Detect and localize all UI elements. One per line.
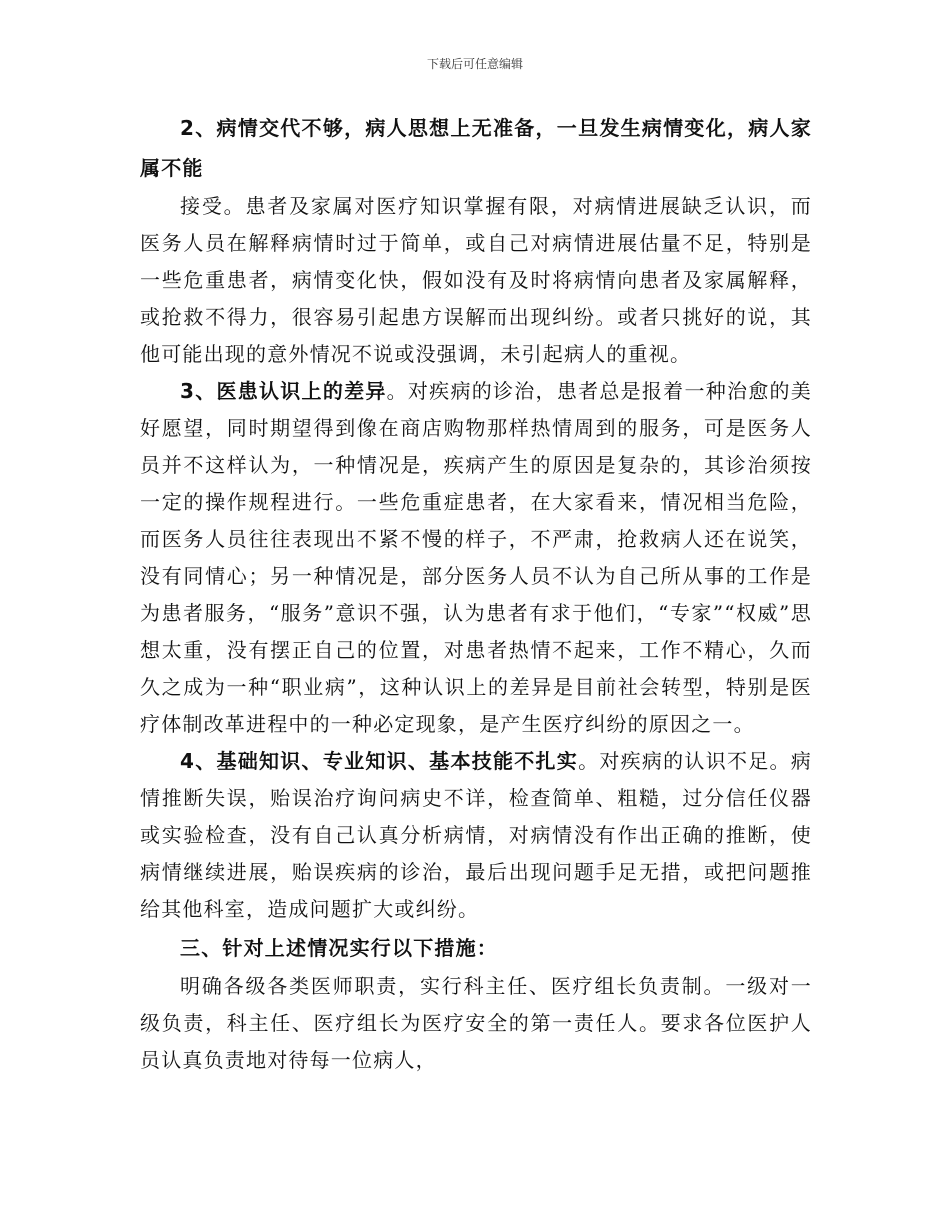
item3-lead: 3、医患认识上的差异 bbox=[180, 379, 387, 403]
item2-paragraph: 接受。患者及家属对医疗知识掌握有限，对病情进展缺乏认识，而医务人员在解释病情时过于简单，或自己对病情进展估量不足，特别是一些危重患者，病情变化快，假如没有及时将病情向患者及家属解释，或抢救不得力，很容易引起患方误解而出现纠纷。或者只挑好的说，其他可能出现的意外情况不说或没强调，未引起病人的重视。 bbox=[140, 194, 812, 366]
item2-heading: 2、病情交代不够，病人思想上无准备，一旦发生病情变化，病人家属不能 bbox=[140, 116, 812, 180]
item3-paragraph bbox=[140, 373, 812, 743]
item4-lead: 4、基础知识、专业知识、基本技能不扎实 bbox=[180, 749, 579, 773]
document-body bbox=[140, 108, 812, 1079]
item3-body: 。对疾病的诊治，患者总是报着一种治愈的美好愿望，同时期望得到像在商店购物那样热情周到的服务，可是医务人员并不这样认为，一种情况是，疾病产生的原因是复杂的，其诊治须按一定的操作规程进行。一些危重症患者，在大家看来，情况相当危险，而医务人员往往表现出不紧不慢的样子，不严肃，抢救病人还在说笑，没有同情心；另一种情况是，部分医务人员不认为自己所从事的工作是为患者服务，“服务”意识不强，认为患者有求于他们，“专家”“权威”思想太重，没有摆正自己的位置，对患者热情不起来，工作不精心，久而久之成为一种“职业病”，这种认识上的差异是目前社会转型，特别是医疗体制改革进程中的一种必定现象，是产生医疗纠纷的原因之一。 bbox=[140, 379, 813, 736]
part3-heading: 三、针对上述情况实行以下措施： bbox=[180, 936, 498, 960]
part3-paragraph: 明确各级各类医师职责，实行科主任、医疗组长负责制。一级对一级负责，科主任、医疗组长为医疗安全的第一责任人。要求各位医护人员认真负责地对待每一位病人， bbox=[140, 974, 812, 1072]
item4-paragraph bbox=[140, 743, 812, 928]
item4-body: 。对疾病的认识不足。病情推断失误，贻误治疗询问病史不详，检查简单、粗糙，过分信任仪器或实验检查，没有自己认真分析病情，对病情没有作出正确的推断，使病情继续进展，贻误疾病的诊治，最后出现问题手足无措，或把问题推给其他科室，造成问题扩大或纠纷。 bbox=[140, 749, 812, 921]
page-header: 下载后可任意编辑 bbox=[426, 57, 523, 71]
